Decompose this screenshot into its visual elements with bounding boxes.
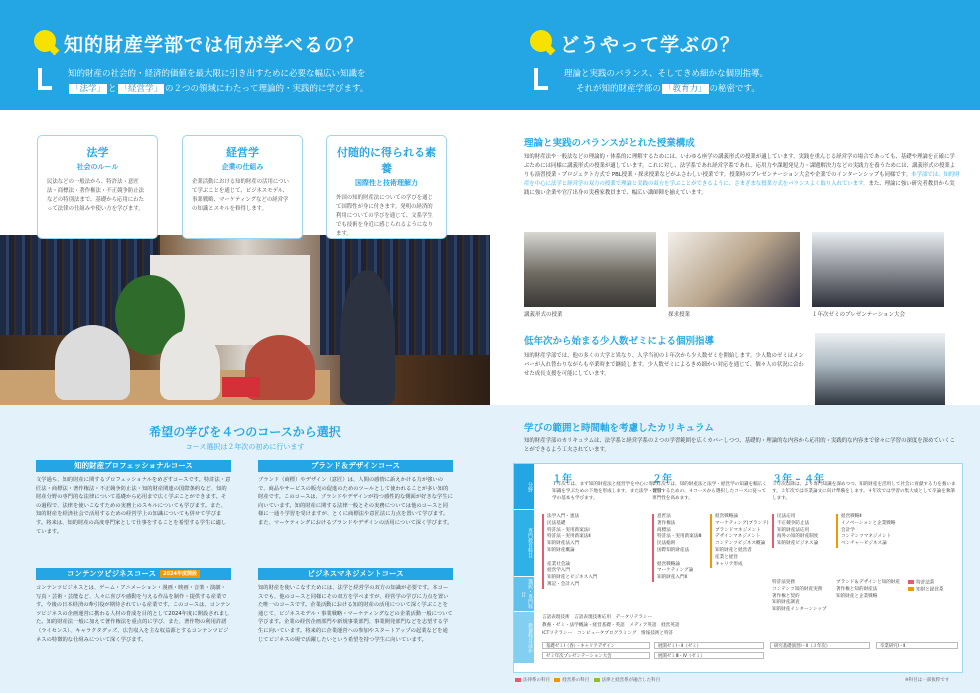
balance-body-emphasis: 本学部では、知的財産を中心に法学と経営学の双方の授業で理論と実践の双方を学ぶことができるように、さまざまな授業方式をバランスよく取り入れています。 [524,172,960,187]
year-1-courses: 法学入門・憲法 民法基礎 特許法・実用新案法Ⅰ 特許法・実用新案法Ⅱ 知的財産法入門 知的財産概論 産業社会論 経営学入門 知的財産とビジネス入門 簿記・会計入門 [542,514,630,589]
left-lead-line2 [68,82,368,97]
legend-business: 経営系の科目 [562,678,590,683]
seminar-tag-1: 基礎ゼミⅠ（春）・キャリアデザイン [542,642,650,649]
card-extra-sub: 国際性と技術理解力 [355,179,418,187]
legend-ip-business [908,587,962,594]
seminar-title: 低年次から始まる少人数ゼミによる個別指導 [524,336,715,347]
lead-line2-rest: の２つの領域にわたって理論的・実践的に学びます。 [165,84,369,94]
year-3-law-courses: 民法応用 不正競争防止法 知的財産法応用 海外の知的財産制度 知的財産ビジネス論 [772,514,830,548]
curriculum-table [513,463,963,673]
curriculum-title: 学びの範囲と時間軸を考慮したカリキュラム [524,423,714,434]
right-lead [564,67,768,97]
side-label-general: 教養科目ほか [514,612,534,663]
right-lead-line1: 理論と実践のバランス、そしてきめ細かな個別指導。 [564,69,769,79]
right-lead-line2 [564,82,768,97]
photo-inquiry [668,232,800,307]
courses-header [0,423,490,452]
year-1-desc: １年次では、まず知的財産法と経営学を中心に専門知識を学ぶための下地を形成します。また法学・経営学の基本も学びます。 [552,482,662,501]
left-banner [0,0,490,110]
seminar-tag-2: 展開ゼミⅠ・Ⅱ（ゼミ） [654,642,764,649]
right-page-title: どうやって学ぶの？ [560,34,741,56]
patent-swatch [908,580,914,584]
student-2 [160,330,220,400]
courses-section [0,405,490,693]
legend-ip-business-label: 知財と経営系 [916,587,944,593]
course-content-heading [36,568,231,580]
right-lead-post: の秘密です。 [709,84,760,94]
course-content-body: コンテンツビジネスとは、ゲーム・アニメーション・漫画・映画・音楽・演劇・写真・芸術・芸能など、人々に喜びや感動を与える作品を制作・提供する産業です。今後の日本経済の牽引役が期待されている産業です。このコースは、コンテンツビジネスの企画運営に携わる人材の育成を目的として2024年度に開設されました。知的財産法一般に加えて著作権法を重点的に学び、また、著作物の利用許諾（ライセンス）、キャラクタグッズ、広告収入を主な収益源とするコンテンツビジネスの特徴的な仕組みについて深く学びます。 [36,585,231,643]
laptop [222,377,260,397]
curriculum-body: 知的財産学部のカリキュラムは、法学系と経営学系の２つの学習範囲を広くカバーしつつ、基礎的・理論的な内容から応用的・実践的な内容まで徐々に学習の深度を深めていくことができるよう工夫されています。 [524,438,955,453]
card-business-sub: 企業の仕組み [221,163,264,171]
right-lead-pre: それが知的財産学部の [576,84,662,94]
year-3-4-desc: ３年次以降は、より専門知識を深めつつ、知的財産を活用して社会に貢献する力を養います。３年次では卒業論文に向け準備をします。４年次では学習の集大成として卒論を執筆します。 [772,482,956,501]
card-business-title: 経営学 [226,146,259,159]
seminar-tag-4: 卒業研究Ⅰ・Ⅱ [876,642,958,649]
course-ip-pro-body: 文学過ち、知的財産に関するプロフェッショナルをめざすコースです。特許法・意匠法・商標法・著作権法・不正競争防止法・知的財産関連の国際条約など、知的財産分野の専門的な法律について基礎から応用まで広く学ぶことができます。その過程で、法律を使いこなすための実務上のスキルについても学びます。また、知的財産を経済社会で活用するための経営学上の知識についても併せて学びます。将来は、知的財産の高度専門家として仕事をすることを希望する学生に適しています。 [36,477,231,535]
courses-title: 希望の学びを４つのコースから選択 [149,425,341,439]
question-mark-icon [34,30,56,52]
balance-body-main: 知的財産法や一般法などの理論的・体系的に理解するためには、いわゆる座学の講義形式の授業が適しています。実践を重んじる経営学の場合であっても、基礎や理論を正確に学ぶためには同様に講義形式の授業が適しています。これに対し、法学系であれ経営学系であれ、応用力や課題発見力・課題解決力などの実践力を養うためには、講義形式の授業よりも演習授業・プロジェクト方式で PBL授業・探求授業などがふさわしい授業です。授業時のプレゼンテーション大会や企業でのインターンシップも同様です。 [524,154,956,178]
legend-law: 法律系の科目 [523,678,550,683]
side-label-elective: 選択・専門科目 [514,577,534,611]
card-law-sub: 社会のルール [76,163,119,171]
general-courses-1: 言語表現技術 言語表現技術応用 データリテラシー [542,615,653,620]
courses-subtitle: コース選択は２年次の初めに行います [185,443,305,451]
teacher [340,270,395,405]
left-lead-line1: 知的財産の社会的・経済的価値を最大限に引き出すために必要な幅広い知識を [68,69,366,79]
law-swatch [515,678,521,682]
course-brand-heading: ブランド＆デザインコース [258,460,453,472]
library-photo [0,235,490,405]
business-swatch [554,678,560,682]
new-course-badge: 2024年度開設 [160,570,200,578]
elective-courses-1: 特許法実務 コンテンツ知的財産実務 著作権と契約 知的財産調査 知的財産インターンシップ [772,580,827,613]
lead-highlight-business: 「経営学」 [119,84,163,94]
card-extra [326,135,447,239]
year-2-business-courses: 経営戦略論 マーケティング(ブランド) ブランドマネジメント デザインマネジメント コンテンツビジネス概論 知的財産と経営者 産業と経営 キャリア形成 [710,514,770,568]
year-2-label: ２年 [652,474,672,485]
ip-business-swatch [908,587,914,591]
caption-presentation: １年次ゼミのプレゼンテーション大会 [812,312,906,318]
side-label-specialized: 専門教育科目 [514,510,534,576]
course-ip-pro-heading: 知的財産プロフェッショナルコース [36,460,231,472]
curriculum-note: ※科目は一部抜粋です [905,678,950,683]
balance-body-end: また、理論に強い研究者教員から実践に強い企業や官庁出身の実務家教員まで、幅広い講師陣を揃えています。 [524,181,955,196]
answer-mark-icon [534,68,548,90]
year-3-business-courses: 経営戦略Ⅱ イノベーションと企業戦略 会計学 コンテンツマネジメント ベンチャービジネス論 [836,514,906,548]
caption-inquiry: 探求授業 [668,312,691,318]
year-1-label: １年 [552,474,572,485]
legend-patent [908,580,962,587]
photo-seminar [815,333,945,405]
right-banner [490,0,980,110]
course-management-heading: ビジネスマネジメントコース [258,568,453,580]
balance-title: 理論と実践のバランスがとれた授業構成 [524,138,695,149]
lead-highlight-law: 「法学」 [71,84,106,94]
student-1 [55,325,130,400]
card-business-body: 企業活動における知的財産の活用について学ぶことを通じて、ビジネスモデル、事業戦略、マーケティングなどの経営学の知識とスキルを修得します。 [192,179,289,212]
photo-lecture [524,232,656,307]
year-2-law-courses: 意匠法 著作権法 商標法 特許法・実用新案法Ⅲ 民法総則 国際知的財産法 経営戦略論 マーケティング論 知的財産入門Ⅱ [652,514,704,582]
lead-highlight-education: 「教育力」 [664,84,707,94]
answer-mark-icon [38,68,52,90]
photo-presentation [812,232,944,307]
side-label-field: 分野 [514,464,534,509]
seminar-tag-3: 研究基礎演習Ⅰ・Ⅱ（３年次） [770,642,870,649]
elective-legend [908,580,962,595]
balance-body [524,153,960,198]
course-brand-body: ブランド（商標）やデザイン（意匠）は、人間の感情に訴えかける力が強いので、商品やサービスの販売の促進のためのツールとして使われることが多い知的財産です。このコースは、ブランドやデザインが持つ感性的な側面が好きな学生に向いています。知的財産に関する法律一般とその実務については他のコースと同様に一通り学習を受けますが、とくに商標法や意匠法に力点を置いて学びます。また、マーケティングにおけるブランドやデザインの活用について深く学びます。 [258,477,453,526]
card-law [37,135,158,239]
course-content-name: コンテンツビジネスコース [67,569,157,578]
legend-fusion: 法律と経営系が融合した科目 [601,678,661,683]
general-courses-2: 教養・ゼミ・法学概論・経営基礎・英語 メディア英語 経営英語 [542,623,680,628]
fusion-swatch [594,678,600,682]
caption-lecture: 講義形式の授業 [524,312,563,318]
year-3-4-label: ３年 – ４年 [772,474,824,485]
general-courses-3: ICTリテラシー コンピュータプログラミング 情報技術と特許 [542,631,674,636]
seminar-body: 知的財産学部では、他の多くの大学と異なり、入学当初の１年次から少人数ゼミを開始します。少人数のゼミはメンバーが入れ替わりながらも卒業時まで継続します。少人数ゼミによるきめ細かい対応を通じて、個々人の状況に合わせた成長支援を可能にしています。 [524,353,804,377]
legend-patent-label: 特許法系 [916,580,935,586]
card-law-title: 法学 [86,146,109,159]
lead-and: と [108,84,117,94]
card-extra-title: 付随的に得られる素養 [337,146,436,175]
course-management-body: 知的財産を使いこなすためには、法学と経営学の双方の知識が必要です。本コースでも、他のコースと同様にその双方を学べますが、経営学の学びに力点を置いた唯一のコースです。企業活動における知的財産の活用について深く学ぶことを通じて、ビジネスモデル・事業戦略・マーケティングなどの企業活動一般について学びます。企業の経営企画部門や新規事業部門、事業開発部門などを志望する学生に向いています。将来的に企業運営への参加やスタートアップの起業などを通じてビジネスの場で活躍したいという希望を持つ学生に向いています。 [258,585,453,643]
card-law-body: 民法などの一般法から、特許法・意匠法・商標法・著作権法・不正競争防止法などの特別法まで、基礎から応用にわたって法律の仕組みや使い方を学びます。 [47,179,145,212]
card-extra-body: 外国の知的財産法についての学びを通じて国際性が身に付きます。発明の経済的利用についての学びを通じて、文系学生でも技術を身近に感じられるようになります。 [336,195,434,237]
left-lead [68,67,368,97]
year-2-desc: ２年次では、知的財産法と法学・経営学の知識を幅広く習得するための、４コースから選択したコースに従って専門性を高めます。 [652,482,767,501]
left-page-title: 知的財産学部では何が学べるの？ [64,34,365,56]
curriculum-legend [515,677,660,683]
seminar-tag-6: 展開ゼミⅢ・Ⅳ（ゼミ） [654,652,764,659]
seminar-tag-5: ゼミ年次プレゼンテーション大会 [542,652,650,659]
elective-courses-2: ブランド＆デザインと知的財産 著作権と知的財産法 知的財産と企業戦略 [836,580,900,599]
question-mark-icon [530,30,552,52]
card-business [182,135,303,239]
